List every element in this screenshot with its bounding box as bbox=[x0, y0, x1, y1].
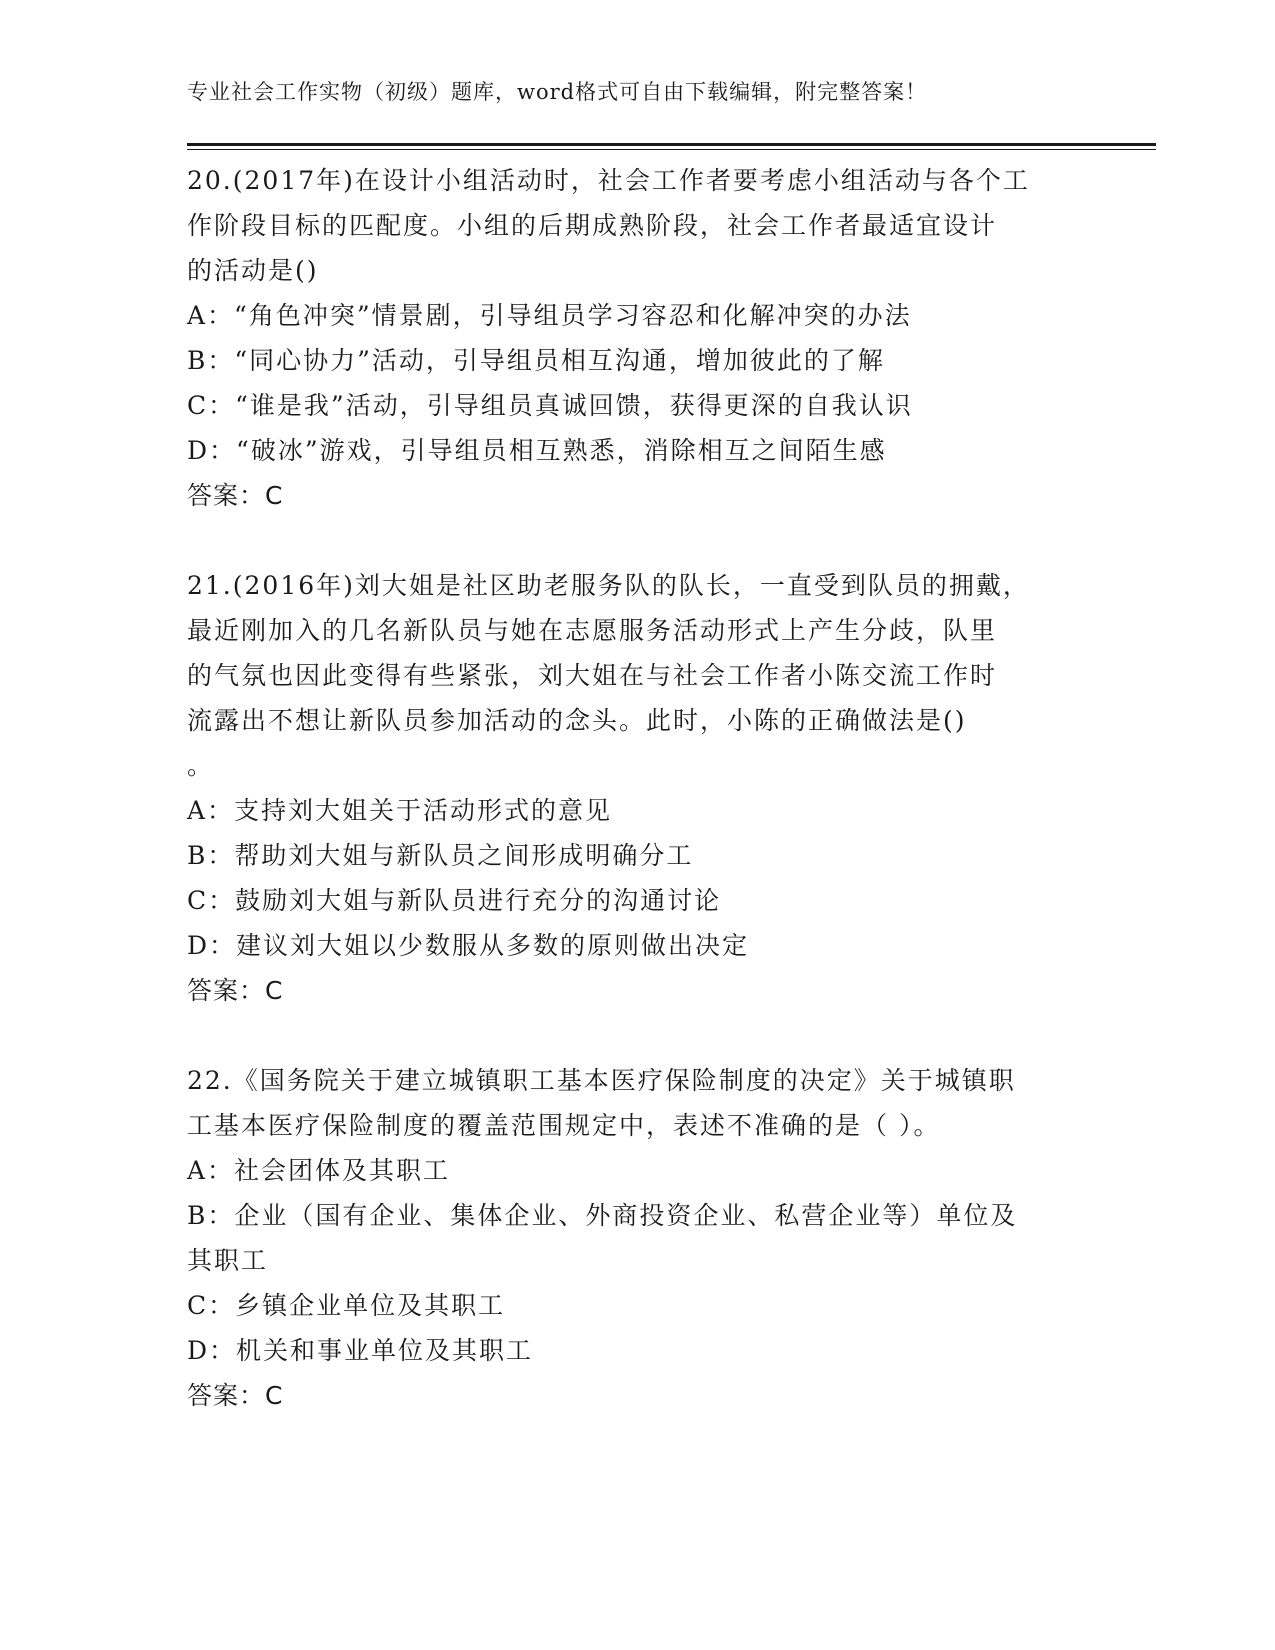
question-stem-line: 作阶段目标的匹配度。小组的后期成熟阶段，社会工作者最适宜设计 bbox=[187, 211, 998, 240]
option-c: C：乡镇企业单位及其职工 bbox=[187, 1291, 506, 1320]
option-b: B：“同心协力”活动，引导组员相互沟通，增加彼此的了解 bbox=[187, 346, 885, 375]
question-stem-line: 工基本医疗保险制度的覆盖范围规定中，表述不准确的是（ ）。 bbox=[187, 1111, 941, 1140]
answer: 答案：C bbox=[187, 976, 284, 1005]
answer: 答案：C bbox=[187, 1381, 284, 1410]
option-b: B：帮助刘大姐与新队员之间形成明确分工 bbox=[187, 841, 694, 870]
option-a: A：“角色冲突”情景剧，引导组员学习容忍和化解冲突的办法 bbox=[187, 301, 912, 330]
option-c: C：“谁是我”活动，引导组员真诚回馈，获得更深的自我认识 bbox=[187, 391, 913, 420]
question-stem-line: 21.(2016年)刘大姐是社区助老服务队的队长，一直受到队员的拥戴， bbox=[187, 571, 1030, 600]
header-rule-thin bbox=[187, 149, 1156, 150]
page-header: 专业社会工作实物（初级）题库，word格式可自由下载编辑，附完整答案！ bbox=[187, 80, 928, 104]
question-stem-line: 的活动是() bbox=[187, 256, 319, 285]
question-stem-line: 最近刚加入的几名新队员与她在志愿服务活动形式上产生分歧，队里 bbox=[187, 616, 998, 645]
option-d: D：建议刘大姐以少数服从多数的原则做出决定 bbox=[187, 931, 750, 960]
option-c: C：鼓励刘大姐与新队员进行充分的沟通讨论 bbox=[187, 886, 722, 915]
question-22 bbox=[187, 1058, 1087, 1418]
question-20 bbox=[187, 158, 1087, 518]
option-d: D：“破冰”游戏，引导组员相互熟悉，消除相互之间陌生感 bbox=[187, 436, 887, 465]
question-stem-line: 。 bbox=[187, 751, 215, 780]
answer: 答案：C bbox=[187, 481, 284, 510]
question-list bbox=[187, 158, 1087, 1463]
option-a: A：社会团体及其职工 bbox=[187, 1156, 451, 1185]
question-stem-line: 22.《国务院关于建立城镇职工基本医疗保险制度的决定》关于城镇职 bbox=[187, 1066, 1016, 1095]
question-21 bbox=[187, 563, 1087, 1013]
header-rule-thick bbox=[187, 143, 1156, 146]
option-a: A：支持刘大姐关于活动形式的意见 bbox=[187, 796, 613, 825]
question-stem-line: 的气氛也因此变得有些紧张，刘大姐在与社会工作者小陈交流工作时 bbox=[187, 661, 998, 690]
question-stem-line: 流露出不想让新队员参加活动的念头。此时，小陈的正确做法是() bbox=[187, 706, 967, 735]
option-d: D：机关和事业单位及其职工 bbox=[187, 1336, 534, 1365]
option-b-continued: 其职工 bbox=[187, 1246, 269, 1275]
option-b: B：企业（国有企业、集体企业、外商投资企业、私营企业等）单位及 bbox=[187, 1201, 1018, 1230]
question-stem-line: 20.(2017年)在设计小组活动时，社会工作者要考虑小组活动与各个工 bbox=[187, 166, 1030, 195]
